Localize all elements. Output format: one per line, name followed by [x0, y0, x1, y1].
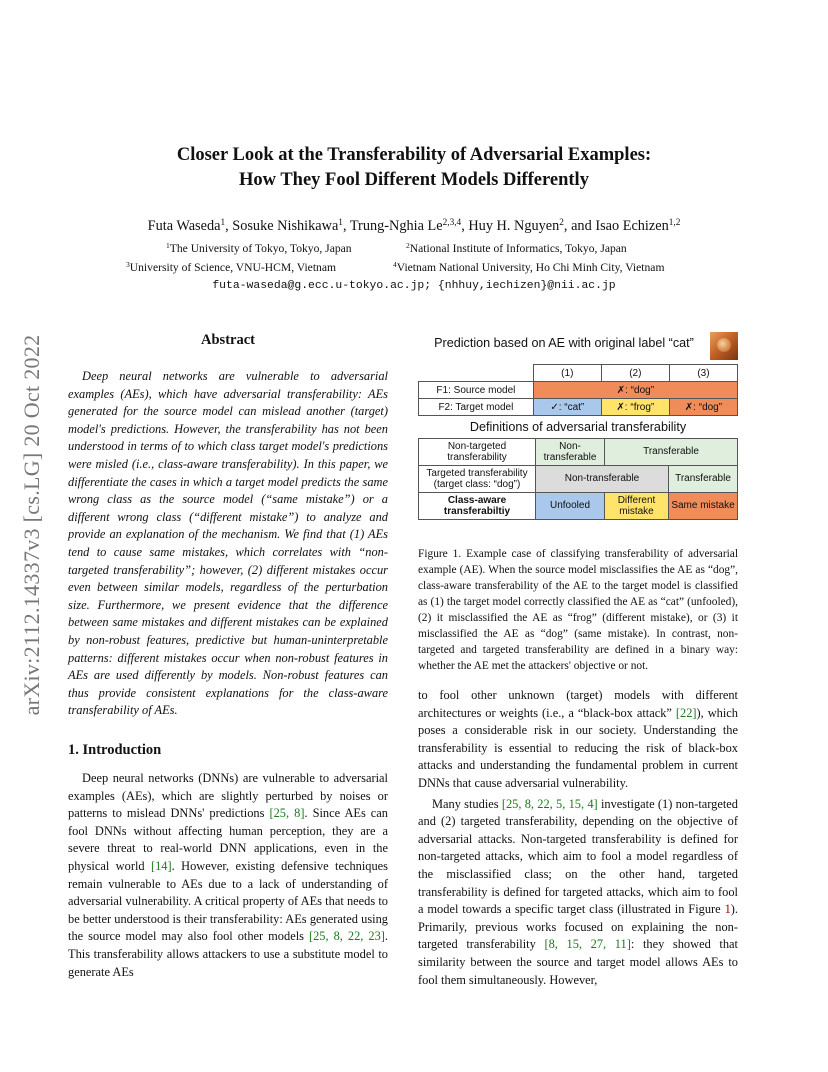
- intro-paragraph: [68, 770, 388, 981]
- intro-heading: 1. Introduction: [68, 742, 162, 758]
- affiliation-1: [166, 242, 352, 255]
- table-cell: Unfooled: [536, 493, 605, 520]
- abstract-heading: Abstract: [201, 332, 255, 348]
- text-run: : they showed that similarity between the source and target model allows AEs to fool them simultaneously. However,: [418, 937, 738, 987]
- affil-sup: 1: [166, 240, 170, 250]
- affil-text: Vietnam National University, Ho Chi Minh City, Vietnam: [396, 261, 665, 274]
- text-run: Deep neural networks (DNNs) are vulnerable to adversarial examples (AEs), which are slightly perturbed by noises or patterns to mislead DNNs' predictions: [68, 771, 388, 821]
- table-row: [419, 439, 738, 466]
- table-row: [419, 365, 738, 382]
- author-sup: 2,3,4: [442, 217, 462, 228]
- definitions-header: Definitions of adversarial transferability: [469, 420, 687, 434]
- author-list: Futa Waseda$^1$, Sosuke Nishikawa$^1$, Trung-Nghia Le$^{2,3,4}$, Huy H. Nguyen$^2$, and Isao Echizen$^{1,2}$: [147, 217, 681, 234]
- target-prediction: ✓: “cat”: [533, 399, 601, 416]
- text-run: to fool other unknown (target) models with different architectures or weights (i.e., a “black-box attack”: [418, 688, 738, 720]
- row-label: Targeted transferability (target class: “dog”): [419, 466, 536, 493]
- figure-caption: Figure 1. Example case of classifying transferability of adversarial example (AE). When the source model misclassifies the AE as “dog”, class-aware transferability of the AE to the target model is classified as (1) the target model correctly classified the AE as “cat” (unfooled), (2) it misclassified the AE as “frog” (different mistake), or (3) it misclassified the AE as “dog” (same mistake). In contrast, non-targeted and targeted transferability are defined in a binary way: whether the AE met the attackers' objective or not.: [418, 548, 738, 672]
- author-name: Sosuke Nishikawa: [232, 218, 339, 234]
- right-paragraph-1: [418, 687, 738, 793]
- cat-image: [710, 332, 738, 360]
- row-label: F1: Source model: [419, 382, 534, 399]
- right-paragraph-2: [418, 796, 738, 990]
- arxiv-id: arXiv:2112.14337v3 [cs.LG] 20 Oct 2022: [19, 334, 44, 716]
- text-run: Many studies: [432, 796, 502, 811]
- table-row: [419, 399, 738, 416]
- affil-text: The University of Tokyo, Tokyo, Japan: [169, 242, 352, 255]
- paper-title: [0, 143, 828, 193]
- title-line-1: Closer Look at the Transferability of Adversarial Examples:: [176, 145, 652, 165]
- row-label: Non-targeted transferability: [419, 439, 536, 466]
- citation-link[interactable]: [22]: [675, 705, 697, 720]
- table-cell: Transferable: [669, 466, 738, 493]
- col-header: (2): [601, 365, 669, 382]
- table-cell: Non-transferable: [536, 466, 669, 493]
- table-cell: Transferable: [605, 439, 738, 466]
- table-row: [419, 466, 738, 493]
- author-sup: 1: [220, 217, 226, 228]
- text-run: ), which poses a considerable risk in our society. Understanding the transferability is essential to reducing the risk of black-box attacks and understanding the fundamental problem in current DNNs that cause adversarial vulnerability.: [418, 705, 738, 790]
- author-name: Huy H. Nguyen: [468, 218, 560, 234]
- affil-sup: 2: [406, 240, 410, 250]
- citation-link[interactable]: [14]: [150, 858, 172, 873]
- text-run: ). Primarily, previous works focused on explaining the non-targeted transferability: [418, 902, 738, 952]
- target-prediction: ✗: “frog”: [601, 399, 669, 416]
- author-name: Isao Echizen: [595, 218, 669, 234]
- affil-sup: 3: [126, 259, 130, 269]
- figure-header: Prediction based on AE with original label “cat”: [434, 336, 694, 350]
- figure-link[interactable]: 1: [724, 902, 731, 917]
- table-cell: Same mistake: [669, 493, 738, 520]
- table-cell: Non-transferable: [536, 439, 605, 466]
- prediction-table: [418, 364, 738, 416]
- right-column-body: [418, 687, 738, 989]
- affil-text: University of Science, VNU-HCM, Vietnam: [129, 261, 337, 274]
- table-row: [419, 382, 738, 399]
- citation-link[interactable]: [25, 8, 22, 23]: [308, 929, 385, 944]
- row-label: Class-aware transferabiltiy: [419, 493, 536, 520]
- author-emails: futa-waseda@g.ecc.u-tokyo.ac.jp; {nhhuy,iechizen}@nii.ac.jp: [212, 280, 616, 292]
- affiliation-4: [393, 261, 664, 274]
- target-prediction: ✗: “dog”: [669, 399, 737, 416]
- col-header: (1): [533, 365, 601, 382]
- affiliation-3: [126, 261, 336, 274]
- definitions-table: [418, 438, 738, 520]
- intro-body: [68, 770, 388, 981]
- table-cell-empty: [419, 365, 534, 382]
- text-run: . This transferability allows attackers to use a substitute model to generate AEs: [68, 929, 388, 979]
- row-label: F2: Target model: [419, 399, 534, 416]
- author-sup: 1,2: [668, 217, 681, 228]
- citation-link[interactable]: [8, 15, 27, 11]: [544, 937, 631, 952]
- author-sup: 1: [338, 217, 343, 228]
- source-prediction: ✗: “dog”: [533, 382, 737, 399]
- text-run: . However, existing defensive techniques remain vulnerable to AEs due to a lack of understanding of adversarial vulnerability. A critical property of AEs that needs to be better understood is their transferability: AEs generated using the source model may also fool other models: [68, 858, 388, 944]
- affil-sup: 4: [393, 259, 397, 269]
- author-name: Trung-Nghia Le: [349, 218, 443, 234]
- citation-link[interactable]: [25, 8, 22, 5, 15, 4]: [501, 796, 598, 811]
- affiliation-2: [406, 242, 627, 255]
- text-run: investigate (1) non-targeted and (2) targeted transferability, depending on the objective of adversarial attacks. Non-targeted transferability is defined for non-targeted attacks, which aim to fool a model regardless of the misclassified class; on the other hand, targeted transferability is defined for targeted attacks, which aim to fool a model towards a specific target class (illustrated in Figure: [418, 796, 738, 917]
- table-cell: Different mistake: [605, 493, 669, 520]
- author-name: Futa Waseda: [147, 218, 221, 234]
- text-run: . Since AEs can fool DNNs without affecting human perception, they are a severe threat to real-world DNN applications, even in the physical world: [68, 806, 388, 873]
- col-header: (3): [669, 365, 737, 382]
- author-and: and: [571, 218, 592, 234]
- citation-link[interactable]: [25, 8]: [269, 806, 305, 821]
- affil-text: National Institute of Informatics, Tokyo, Japan: [409, 242, 627, 255]
- abstract-body: [68, 368, 388, 720]
- title-line-2: How They Fool Different Models Differently: [239, 170, 589, 190]
- table-row: [419, 493, 738, 520]
- arxiv-sidebar: [12, 290, 52, 760]
- author-sup: 2: [559, 217, 564, 228]
- abstract-text: Deep neural networks are vulnerable to adversarial examples (AEs), which have adversarial transferability: AEs generated for the source model can mislead another (target) model's predictions. However, the transferability has not been understood in terms of to which class target model's predictions were misled (i.e., class-aware transferability). In this paper, we differentiate the cases in which a target model predicts the same wrong class as the source model (“same mistake”) or a different wrong class (“different mistake”) to analyze and provide an explanation of the mechanism. We find that (1) AEs tend to cause same mistakes, which correlates with “non-targeted transferability”; however, (2) different mistakes occur even between similar models, regardless of the perturbation size. Furthermore, we present evidence that the difference between same mistakes and different mistakes can be explained by non-robust features, predictive but human-uninterpretable patterns: different mistakes occur when non-robust features in AEs are used differently by models. Non-robust features can thus provide consistent explanations for the class-aware transferability of AEs.: [68, 369, 388, 718]
